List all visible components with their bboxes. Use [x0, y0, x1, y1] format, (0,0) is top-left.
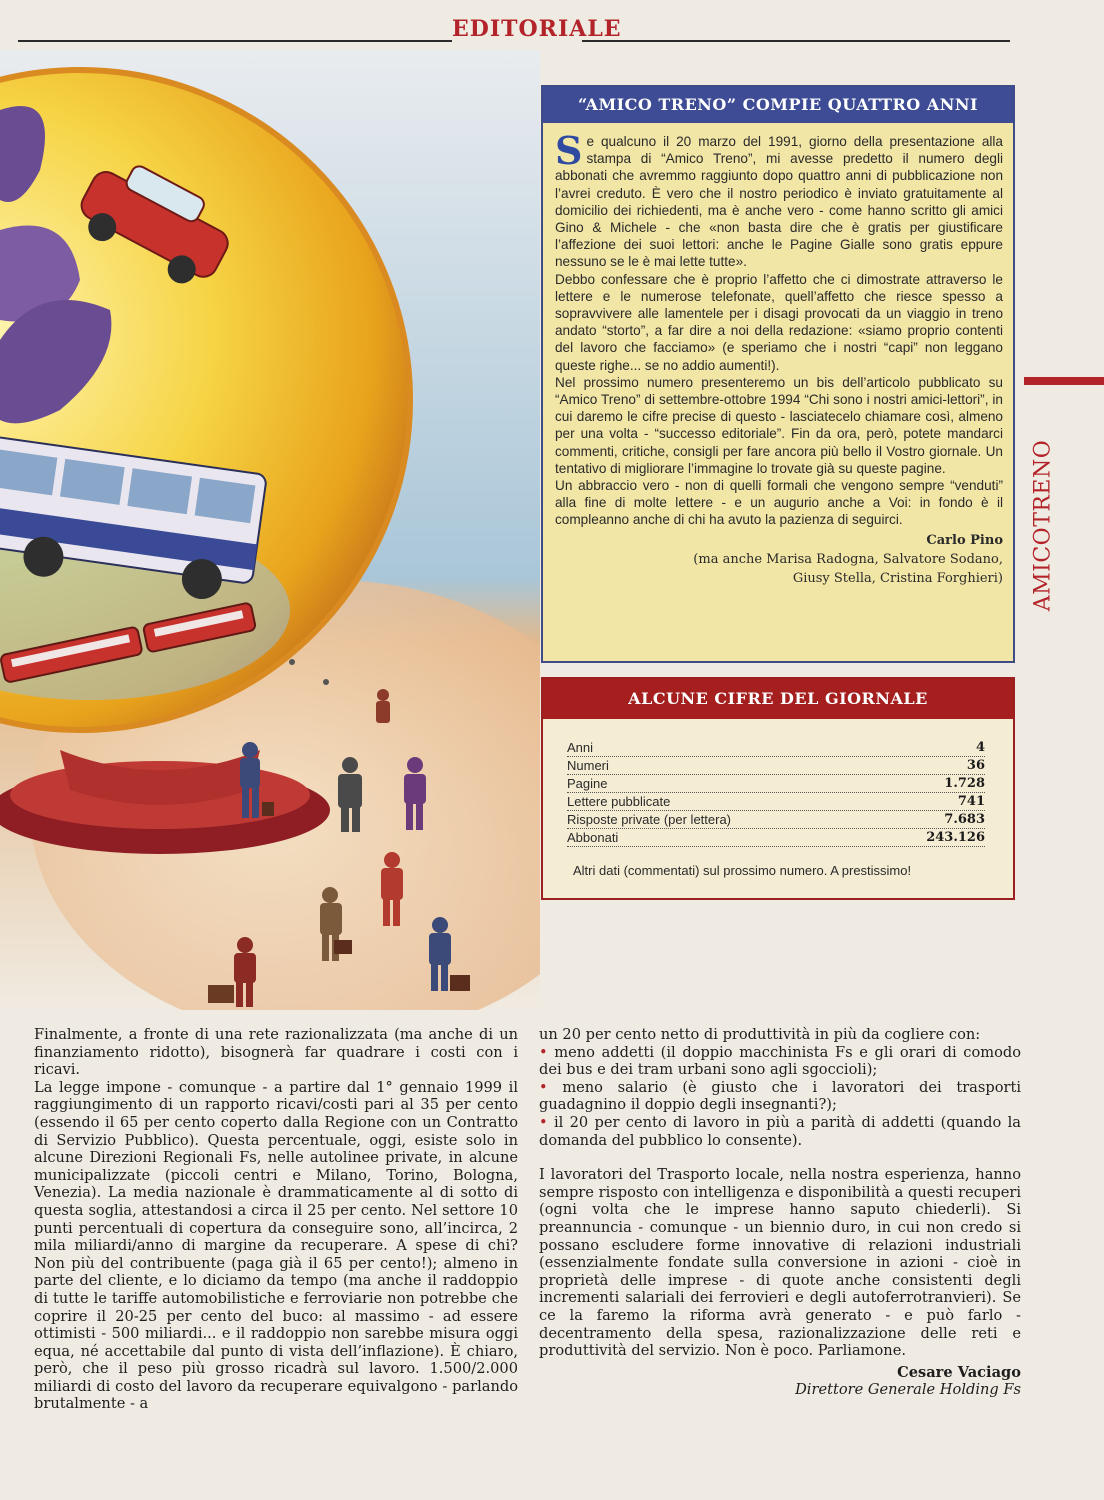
author-name: Cesare Vaciago — [897, 1363, 1021, 1381]
figures-row: Abbonati 243.126 — [567, 830, 985, 845]
figures-row: Lettere pubblicate 741 — [567, 794, 985, 809]
article-column-left — [34, 1026, 518, 1413]
anniversary-signature — [555, 531, 1003, 588]
bullet-item: • meno salario (è giusto che i lavoratori dei trasporti guadagnino il doppio degli insegnanti?); — [539, 1078, 1021, 1114]
figures-row: Risposte private (per lettera) 7.683 — [567, 812, 985, 827]
author-role: Direttore Generale Holding Fs — [795, 1381, 1021, 1399]
anniversary-box — [541, 85, 1015, 663]
side-tab — [1018, 430, 1068, 620]
drop-cap: S — [555, 128, 583, 173]
article-column-right — [539, 1026, 1021, 1399]
cosigners-line-1: (ma anche Marisa Radogna, Salvatore Sodano, — [693, 551, 1003, 567]
cosigners-line-2: Giusy Stella, Cristina Forghieri) — [792, 570, 1003, 586]
figures-note: Altri dati (commentati) sul prossimo numero. A prestissimo! — [573, 863, 912, 878]
section-title: EDITORIALE — [452, 16, 622, 42]
figures-box-title: ALCUNE CIFRE DEL GIORNALE — [543, 679, 1013, 719]
signature-name: Carlo Pino — [926, 532, 1003, 548]
figures-row: Numeri 36 — [567, 758, 985, 773]
bullet-icon: • — [539, 1078, 548, 1096]
side-tab-bar — [1024, 377, 1104, 385]
side-tab-label: AMICOTRENO — [1030, 439, 1056, 611]
bullet-item: • meno addetti (il doppio macchinista Fs e gli orari di comodo dei bus e dei tram urbani sono agli sgoccioli); — [539, 1043, 1021, 1079]
figures-table — [567, 739, 985, 847]
anniversary-paragraph-3: Nel prossimo numero presenteremo un bis dell’articolo pubblicato su “Amico Treno” di settembre-ottobre 1994 “Chi sono i nostri amici-lettori”, in cui daremo le cifre precise di questo - lasciatecelo chiamare così, almeno per una volta - “successo editoriale”. Fin da ora, però, potete mandarci commenti, critiche, consigli per fare ancora più bello il Vostro giornale. Un tentativo di migliorare l’immagine lo trovate già su queste pagine. — [555, 374, 1003, 476]
article-paragraph: La legge impone - comunque - a partire dal 1° gennaio 1999 il raggiungimento di un rapporto ricavi/costi pari al 35 per cento (essendo il 65 per cento coperto dalla Regione con un Contratto di Servizio Pubblico). Questa percentuale, oggi, esiste solo in alcune Direzioni Regionali Fs, nelle autolinee private, in alcune municipalizzate (piccoli centri e Milano, Torino, Bologna, Venezia). La media nazionale è drammaticamente al di sotto di questa soglia, attestandosi a circa il 25 per cento. Nel settore 10 punti percentuali di copertura da conseguire sono, all’incirca, 2 mila miliardi/anno di margine da recuperare. A spese di chi? Non più del contribuente (paga già il 65 per cento!); almeno in parte del cliente, e lo diciamo da tempo (ma anche il raddoppio di tutte le tariffe automobilistiche e ferroviarie non potrebbe che coprire il 20-25 per cento del buco: al massimo - ad essere ottimisti - 500 miliardi... e il raddoppio non sarebbe misura oggi equa, né accettabile dal punto di vista dell’inflazione). È chiaro, però, che il peso più grosso ricadrà sul lavoro. 1.500/2.000 miliardi di costo del lavoro da recuperare equivalgono - parlando brutalmente - a — [34, 1078, 518, 1413]
article-author — [539, 1364, 1021, 1399]
crystal-ball-illustration — [0, 50, 540, 1010]
figures-row: Pagine 1.728 — [567, 776, 985, 791]
anniversary-box-title: “AMICO TRENO” COMPIE QUATTRO ANNI — [543, 87, 1013, 123]
anniversary-paragraph-2: Debbo confessare che è proprio l’affetto che ci dimostrate attraverso le lettere e le numerose telefonate, quell’affetto che riesce spesso a sopravvivere alle lamentele per i disagi provocati da un viaggio in treno andato “storto”, a far dire a noi della redazione: «siamo proprio contenti del lavoro che facciamo» (e speriamo che i nostri “capi” non leggano queste righe... se no addio aumenti!). — [555, 271, 1003, 373]
article-paragraph: I lavoratori del Trasporto locale, nella nostra esperienza, hanno sempre risposto con intelligenza e disponibilità a questi recuperi (ogni volta che le imprese hanno saputo chiederli). Si preannuncia - comunque - un biennio duro, in cui non credo si possano escludere forme innovative di relazioni industriali (essenzialmente fondate sulla conversione in azioni - cioè in proprietà delle imprese - di quote anche consistenti degli incrementi salariali dei ferrovieri e degli autoferrotranvieri). Se ce la faremo la riforma avrà generato - e può farlo - decentramento della spesa, razionalizzazione delle reti e produttività del servizio. Non è poco. Parliamone. — [539, 1166, 1021, 1360]
anniversary-paragraph-4: Un abbraccio vero - non di quelli formali che vengono sempre “venduti” alla fine di molte lettere - e un augurio anche a Voi: in fondo è il compleanno anche di chi ha avuto la pazienza di seguirci. — [555, 478, 1003, 528]
bullet-icon: • — [539, 1043, 548, 1061]
figures-row: Anni 4 — [567, 740, 985, 755]
bullet-icon: • — [539, 1113, 548, 1131]
figures-box — [541, 677, 1015, 900]
bullet-item: • il 20 per cento di lavoro in più a parità di addetti (quando la domanda del pubblico lo consente). — [539, 1113, 1022, 1149]
article-paragraph: Finalmente, a fronte di una rete razionalizzata (ma anche di un finanziamento ridotto), bisognerà far quadrare i costi con i ricavi. — [34, 1026, 518, 1079]
anniversary-paragraph-1: Se qualcuno il 20 marzo del 1991, giorno della presentazione alla stampa di “Amico Treno”, mi avesse predetto il numero degli abbonati che avremmo raggiunto dopo quattro anni di pubblicazione non l’avrei creduto. È vero che il nostro periodico è inviato gratuitamente al domicilio dei richiedenti, ma è anche vero - come hanno scritto gli amici Gino & Michele - che «non basta dire che è gratis per giustificare l’affezione dei suoi lettori: anche le Pagine Gialle sono gratis eppure nessuno se le è mai lette tutte». — [555, 128, 1003, 270]
article-paragraph: un 20 per cento netto di produttività in più da cogliere con: — [539, 1026, 981, 1043]
